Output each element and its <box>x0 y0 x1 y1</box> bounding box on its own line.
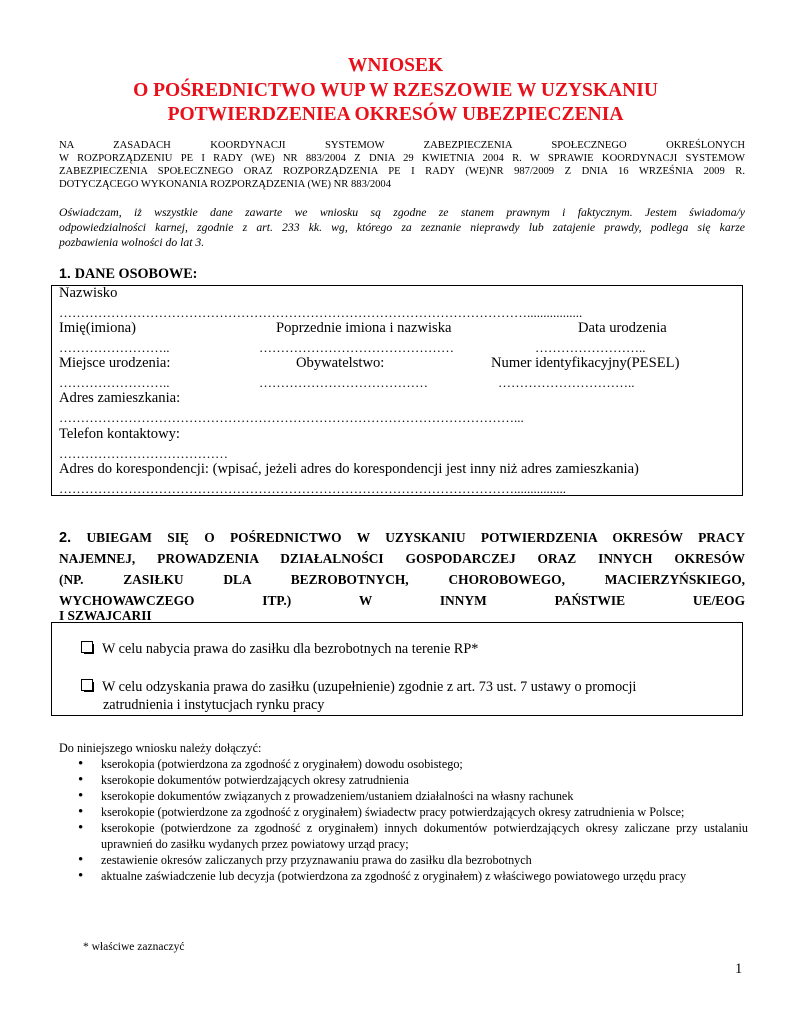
declaration <box>59 205 745 250</box>
declaration-line: odpowiedzialności karnej, zgodnie z art. 233 kk. wg, którego za zeznanie nieprawdy lub zatajenie prawdy, podlega się karze <box>59 221 745 234</box>
first-name-field[interactable]: …………………….. <box>59 340 170 355</box>
list-item: • kserokopie dokumentów związanych z prowadzeniem/ustaniem działalności na własny rachunek <box>78 788 748 804</box>
list-item: • zestawienie okresów zaliczanych przy przyznawaniu prawa do zasiłku dla bezrobotnych <box>78 852 748 868</box>
attachments-intro: Do niniejszego wniosku należy dołączyć: <box>59 741 262 755</box>
declaration-line: pozbawienia wolności do lat 3. <box>59 236 205 249</box>
birth-place-label: Miejsce urodzenia: <box>59 355 171 371</box>
section-2-line: I SZWAJCARII <box>59 608 152 623</box>
page-number: 1 <box>735 961 743 977</box>
legal-line: NA ZASADACH KOORDYNACJI SYSTEMOW ZABEZPIECZENIA SPOŁECZNEGO OKREŚLONYCH <box>59 140 745 151</box>
list-item: • kserokopie (potwierdzone za zgodność z oryginałem) innych dokumentów potwierdzających okresy zaliczane przy ustalaniu uprawnień do zasiłku wydanych przez powiatowy urząd pracy; <box>78 820 748 852</box>
section-1-heading <box>59 266 197 283</box>
option-1-label: W celu nabycia prawa do zasiłku dla bezrobotnych na terenie RP* <box>102 641 479 657</box>
correspondence-label: Adres do korespondencji: (wpisać, jeżeli adres do korespondencji jest inny niż adres zamieszkania) <box>59 461 639 477</box>
option-unemployment-benefit[interactable] <box>81 640 478 658</box>
birth-date-label: Data urodzenia <box>578 320 667 336</box>
pesel-label: Numer identyfikacyjny(PESEL) <box>491 355 680 371</box>
section-2-heading <box>59 527 745 626</box>
previous-names-field[interactable]: ……………………………………… <box>259 340 454 355</box>
surname-label: Nazwisko <box>59 285 118 301</box>
section-2-line: NAJEMNEJ, PROWADZENIA DZIAŁALNOŚCI GOSPODARCZEJ ORAZ INNYCH OKRESÓW <box>59 551 745 566</box>
phone-label: Telefon kontaktowy: <box>59 426 180 442</box>
section-1-number: 1. <box>59 266 71 282</box>
address-field[interactable]: ……………………………………………………………………………………………... <box>59 410 524 425</box>
section-2-line <box>59 527 745 548</box>
list-item: • kserokopia (potwierdzona za zgodność z oryginałem) dowodu osobistego; <box>78 756 748 772</box>
citizenship-field[interactable]: ………………………………… <box>259 375 428 390</box>
address-label: Adres zamieszkania: <box>59 390 181 406</box>
title-line-3: POTWIERDZENIEA OKRESÓW UBEZPIECZENIA <box>167 104 624 125</box>
title-line-2: O POŚREDNICTWO WUP W RZESZOWIE W UZYSKANIU <box>133 80 658 101</box>
option-2-label-cont: zatrudnienia i instytucjach rynku pracy <box>103 697 325 713</box>
list-item: • kserokopie dokumentów potwierdzających okresy zatrudnienia <box>78 772 748 788</box>
phone-field[interactable]: ………………………………… <box>59 446 228 461</box>
legal-basis <box>59 139 745 191</box>
birth-place-field[interactable]: …………………….. <box>59 375 170 390</box>
birth-date-field[interactable]: …………………….. <box>535 340 646 355</box>
option-recover-benefit[interactable] <box>81 678 636 696</box>
legal-line: ZABEZPIECZENIA SPOŁECZNEGO ORAZ ROZPORZĄDZENIA PE I RADY (WE)NR 987/2009 Z DNIA 16 WRZEŚNIA 2009 R. <box>59 166 745 177</box>
section-2-line-text: UBIEGAM SIĘ O POŚREDNICTWO W UZYSKANIU POTWIERDZENIA OKRESÓW PRACY <box>86 530 745 545</box>
footnote: * właściwe zaznaczyć <box>83 941 185 953</box>
correspondence-field[interactable]: ……………………………………………………………………………………………................ <box>59 481 566 496</box>
checkbox-icon[interactable] <box>81 641 93 653</box>
section-2-line: (NP. ZASIŁKU DLA BEZROBOTNYCH, CHOROBOWEGO, MACIERZYŃSKIEGO, <box>59 572 745 587</box>
section-1-title: DANE OSOBOWE: <box>74 266 198 282</box>
citizenship-label: Obywatelstwo: <box>296 355 385 371</box>
section-2-line: WYCHOWAWCZEGO ITP.) W INNYM PAŃSTWIE UE/EOG <box>59 593 745 608</box>
first-name-label: Imię(imiona) <box>59 320 136 336</box>
option-2-label: W celu odzyskania prawa do zasiłku (uzupełnienie) zgodnie z art. 73 ust. 7 ustawy o promocji <box>102 679 637 695</box>
pesel-field[interactable]: ………………………….. <box>498 375 635 390</box>
list-item: • aktualne zaświadczenie lub decyzja (potwierdzona za zgodność z oryginałem) z właściwego powiatowego urzędu pracy <box>78 868 748 884</box>
legal-line: DOTYCZĄCEGO WYKONANIA ROZPORZĄDZENIA (WE) NR 883/2004 <box>59 179 392 190</box>
legal-line: W ROZPORZĄDZENIU PE I RADY (WE) NR 883/2004 Z DNIA 29 KWIETNIA 2004 R. W SPRAWIE KOORDYNACJI SYSTEMOW <box>59 153 745 164</box>
surname-field[interactable]: ………………………………………………………………………………………………................. <box>59 305 583 320</box>
list-item: • kserokopie (potwierdzone za zgodność z oryginałem) świadectw pracy potwierdzających okresy zatrudnienia w Polsce; <box>78 804 748 820</box>
previous-names-label: Poprzednie imiona i nazwiska <box>276 320 452 336</box>
attachments-list <box>78 756 748 884</box>
section-2-number: 2. <box>59 530 72 546</box>
checkbox-icon[interactable] <box>81 679 93 691</box>
declaration-line: Oświadczam, iż wszystkie dane zawarte we wniosku są zgodne ze stanem prawnym i faktycznym. Jestem świadoma/y <box>59 206 745 219</box>
title-line-1: WNIOSEK <box>347 55 444 76</box>
